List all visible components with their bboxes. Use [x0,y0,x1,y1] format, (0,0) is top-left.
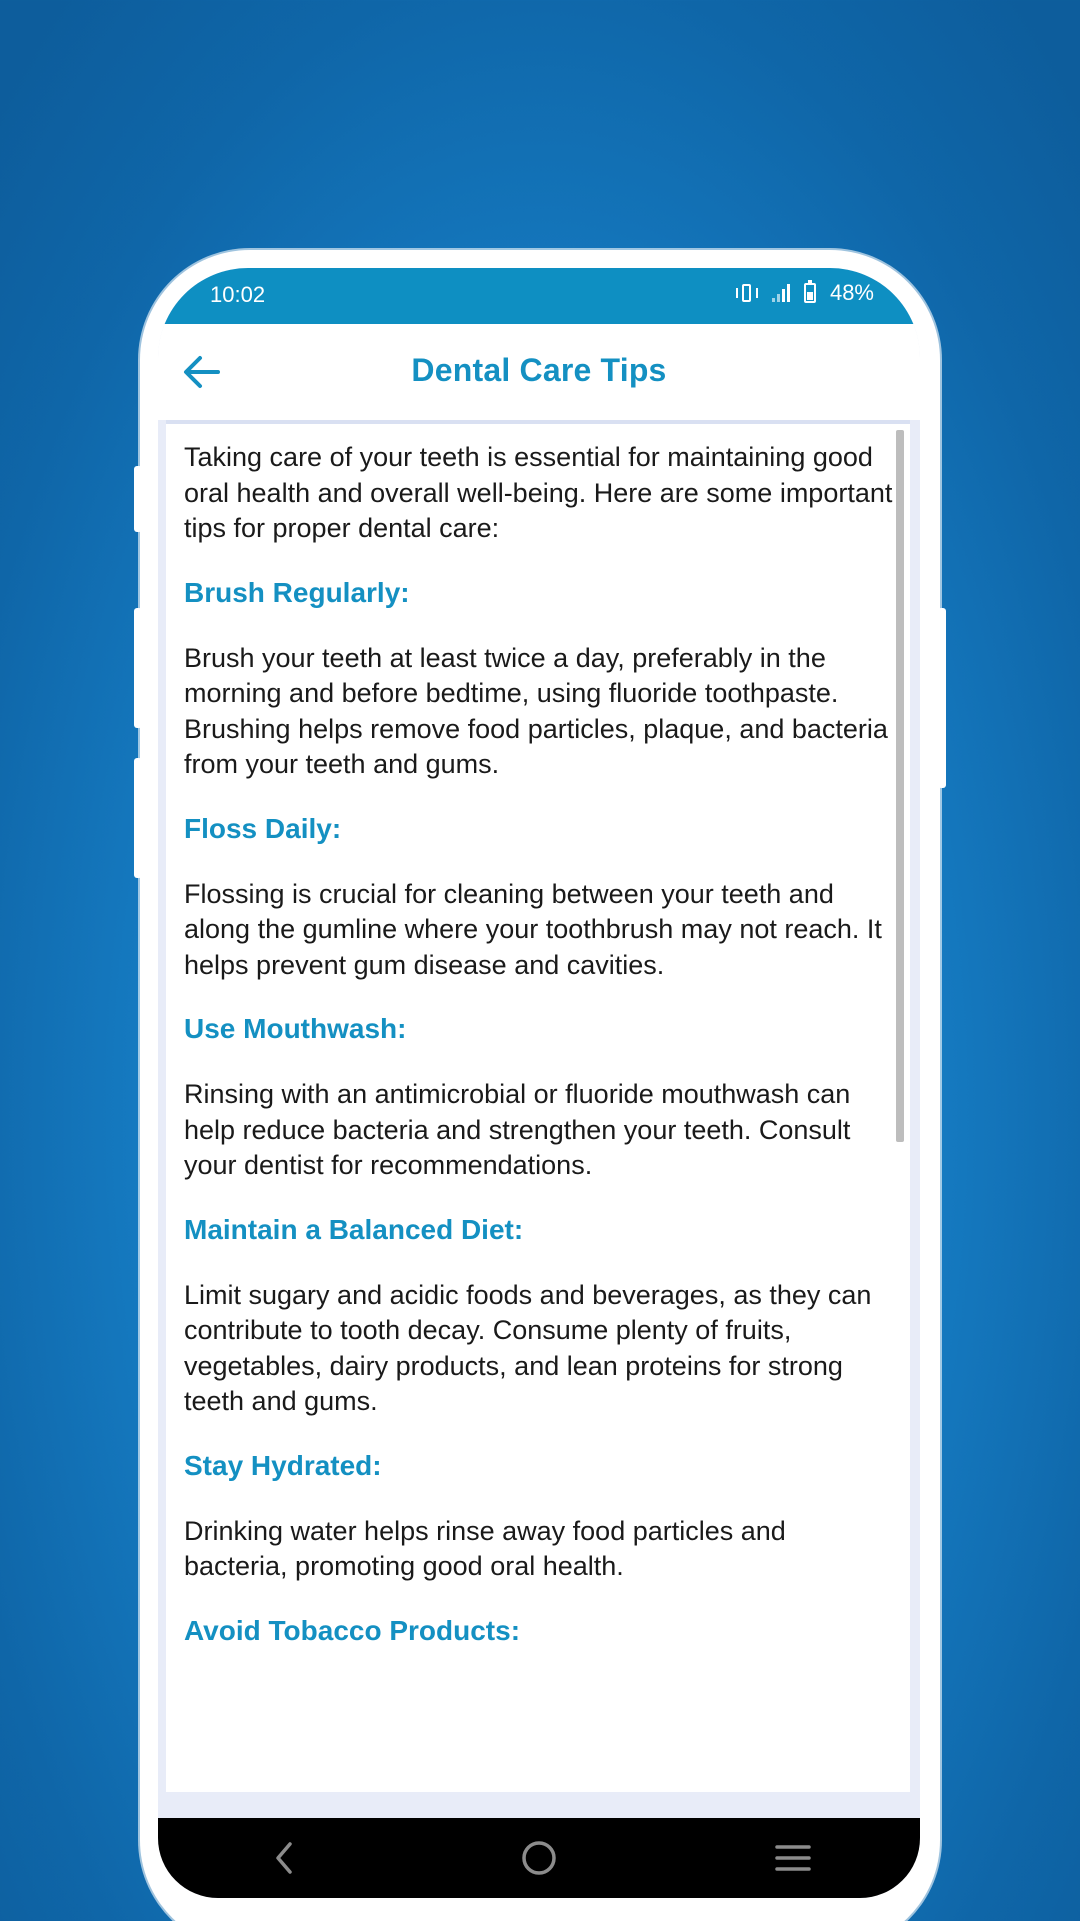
battery-icon [804,283,816,303]
scrollbar[interactable] [896,430,904,1142]
status-icons [736,280,874,306]
section-heading: Floss Daily: [184,812,342,844]
section-heading: Use Mouthwash: [184,1013,407,1044]
nav-home-icon[interactable] [509,1828,569,1888]
nav-recents-icon[interactable] [763,1828,823,1888]
status-bar [158,268,920,324]
section-body: Brush your teeth at least twice a day, preferably in the morning and before bedtime, using fluoride toothpaste. Brushing helps remove food particles, plaque, and bacteria from your teeth and gums. [184,642,888,779]
section-body: Limit sugary and acidic foods and beverages, as they can contribute to tooth decay. Consume plenty of fruits, vegetables, dairy products, and lean proteins for strong teeth and gums. [184,1279,872,1416]
section-heading: Stay Hydrated: [184,1449,382,1481]
section-heading: Brush Regularly: [184,576,410,608]
section-body: Flossing is crucial for cleaning between your teeth and along the gumline where your toothbrush may not reach. It helps prevent gum disease and cavities. [184,878,882,980]
battery-level: 48% [829,280,874,305]
section-heading: Avoid Tobacco Products: [184,1614,521,1646]
article [184,440,896,1679]
status-time: 10:02 [210,282,266,307]
nav-back-icon[interactable] [255,1828,315,1888]
content-scroll-area[interactable] [166,420,910,1792]
section-heading: Maintain a Balanced Diet: [184,1213,524,1245]
section-body: Drinking water helps rinse away food particles and bacteria, promoting good oral health. [184,1515,786,1581]
app-bar [158,324,920,420]
navigation-bar [158,1818,920,1898]
phone-screen [158,268,920,1898]
page-title: Dental Care Tips [411,352,667,388]
section-body: Rinsing with an antimicrobial or fluoride mouthwash can help reduce bacteria and strengthen your teeth. Consult your dentist for recommendations. [184,1079,851,1180]
signal-icon [772,284,790,302]
vibrate-icon [736,284,758,302]
intro-paragraph: Taking care of your teeth is essential for maintaining good oral health and overall well-being. Here are some important tips for proper dental care: [184,442,893,543]
